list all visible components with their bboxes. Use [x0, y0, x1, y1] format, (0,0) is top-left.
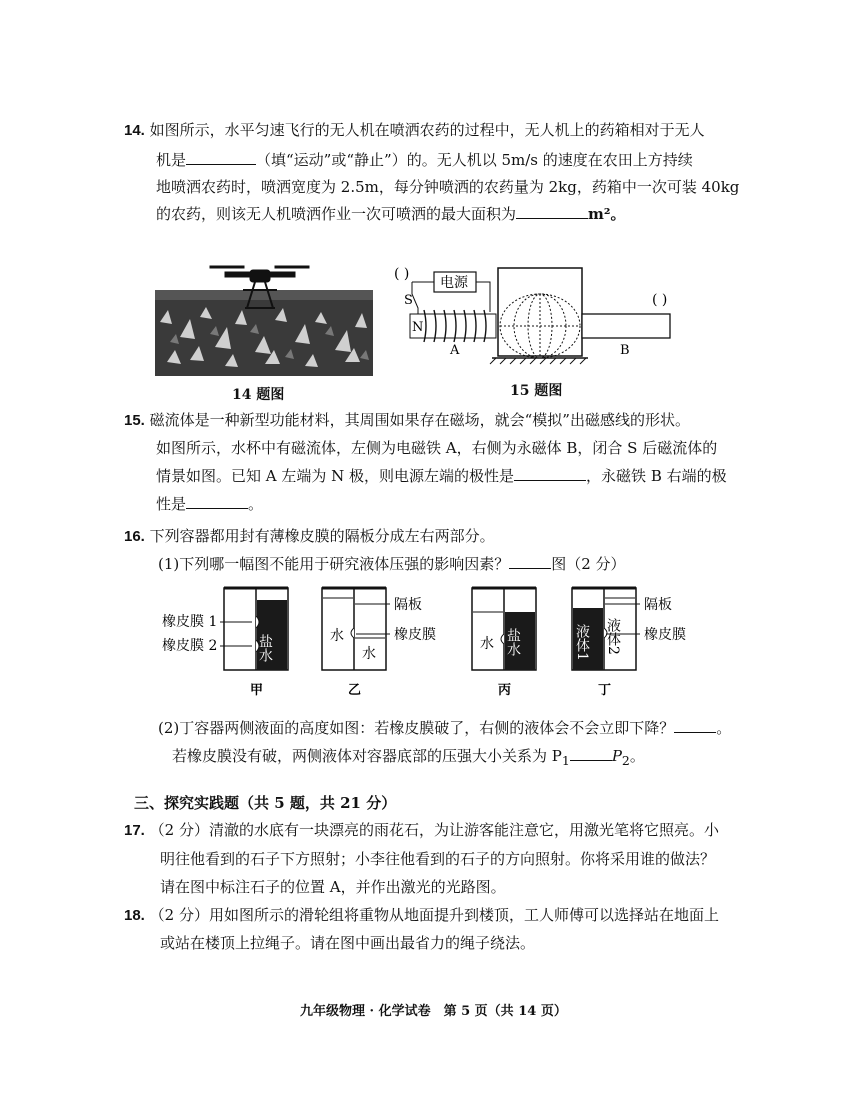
q15-blank1[interactable] — [514, 466, 586, 481]
fig16-yi-water-left: 水 — [330, 628, 344, 644]
q14-number: 14. — [124, 122, 145, 139]
fig16-label-bing: 丙 — [498, 683, 512, 698]
q16-blank3[interactable] — [570, 746, 612, 761]
q16-blank1[interactable] — [509, 554, 551, 569]
q16-line1: 16. 下列容器都用封有薄橡皮膜的隔板分成左右两部分。 — [124, 527, 495, 545]
fig15-n-label: N — [412, 320, 424, 335]
section3-heading: 三、探究实践题（共 5 题，共 21 分） — [134, 794, 397, 812]
fig16-bing-water: 水 — [480, 636, 494, 652]
q14-blank2[interactable] — [516, 204, 588, 219]
q14-line3: 地喷洒农药时，喷洒宽度为 2.5m，每分钟喷洒的农药量为 2kg，药箱中一次可装 40kg — [156, 178, 740, 196]
container-bing — [472, 588, 536, 698]
fig15-b-label: B — [620, 343, 630, 358]
drone-photo — [155, 262, 375, 378]
fig16-partition-label: 隔板 — [394, 597, 422, 613]
fig15-switch-label: S — [404, 293, 413, 308]
q17-line3: 请在图中标注石子的位置 A，并作出激光的光路图。 — [160, 878, 506, 896]
q14-line4: 的农药，则该无人机喷洒作业一次可喷洒的最大面积为 m²。 — [156, 205, 626, 223]
fig16-label-jia: 甲 — [250, 683, 264, 698]
q17-line2: 明往他看到的石子下方照射；小李往他看到的石子的方向照射。你将采用谁的做法？ — [160, 850, 716, 868]
fig15-bracket-left: ( ) — [394, 266, 410, 282]
fig15-power-label: 电源 — [440, 275, 468, 291]
q15-line3: 情景如图。已知 A 左端为 N 极，则电源左端的极性是 ，永磁铁 B 右端的极 — [156, 467, 727, 485]
container-jia — [162, 588, 288, 698]
q18-line2: 或站在楼顶上拉绳子。请在图中画出最省力的绳子绕法。 — [160, 934, 536, 952]
q16-part3: 若橡皮膜没有破，两侧液体对容器底部的压强大小关系为 $P_1$ $P_2$。 — [172, 747, 645, 768]
fig15-magnetic-fluid — [392, 262, 692, 372]
q15-blank2[interactable] — [186, 494, 248, 509]
q15-line1: 15. 磁流体是一种新型功能材料，其周围如果存在磁场，就会“模拟”出磁感线的形状。 — [124, 411, 690, 429]
q17-line1: 17. （2 分）清澈的水底有一块漂亮的雨花石，为让游客能注意它，用激光笔将它照亮。小 — [124, 821, 719, 839]
fig16-label-yi: 乙 — [348, 683, 362, 698]
q16-blank2[interactable] — [674, 718, 716, 733]
fig16-yi-water-right: 水 — [362, 646, 376, 662]
q16-part2: (2)丁容器两侧液面的高度如图：若橡皮膜破了，右侧的液体会不会立即下降？ 。 — [158, 719, 732, 737]
q15-line2: 如图所示，水杯中有磁流体，左侧为电磁铁 A，右侧为永磁体 B，闭合 S 后磁流体的 — [156, 439, 718, 457]
fig16-film1-label: 橡皮膜 1 — [162, 614, 218, 630]
fig16-ding-film-label: 橡皮膜 — [644, 627, 686, 643]
container-yi — [322, 588, 436, 698]
q16-part1: (1)下列哪一幅图不能用于研究液体压强的影响因素？ 图（2 分） — [158, 555, 626, 573]
fig16-ding-partition-label: 隔板 — [644, 597, 672, 613]
fig16-bing-saltwater: 盐水 — [505, 628, 521, 656]
fig16-ding-liquid1: 液体1 — [574, 624, 590, 661]
fig16-containers — [150, 582, 710, 702]
q17-number: 17. — [124, 822, 145, 839]
container-ding — [572, 588, 686, 698]
fig15-caption: 15 题图 — [510, 383, 563, 399]
fig16-film-label: 橡皮膜 — [394, 627, 436, 643]
q14-line2: 机是 （填“运动”或“静止”）的。无人机以 5m/s 的速度在农田上方持续 — [156, 151, 693, 169]
fig16-label-ding: 丁 — [598, 683, 612, 698]
q14-line1: 14. 如图所示，水平匀速飞行的无人机在喷洒农药的过程中，无人机上的药箱相对于无人 — [124, 121, 705, 139]
fig16-film2-label: 橡皮膜 2 — [162, 638, 218, 654]
fig15-a-label: A — [450, 343, 460, 358]
page-footer: 九年级物理 · 化学试卷 第 5 页（共 14 页） — [300, 1004, 567, 1019]
q14-blank1[interactable] — [186, 150, 256, 165]
fig14-caption: 14 题图 — [232, 387, 285, 403]
fig16-ding-liquid2: 液体2 — [605, 618, 621, 655]
q18-number: 18. — [124, 907, 145, 924]
fig15-bracket-right: ( ) — [652, 292, 668, 308]
q16-number: 16. — [124, 528, 145, 545]
q15-number: 15. — [124, 412, 145, 429]
fig16-jia-saltwater: 盐水 — [257, 634, 273, 662]
q15-line4: 性是 。 — [156, 495, 264, 513]
q18-line1: 18. （2 分）用如图所示的滑轮组将重物从地面提升到楼顶，工人师傅可以选择站在地面上 — [124, 906, 719, 924]
